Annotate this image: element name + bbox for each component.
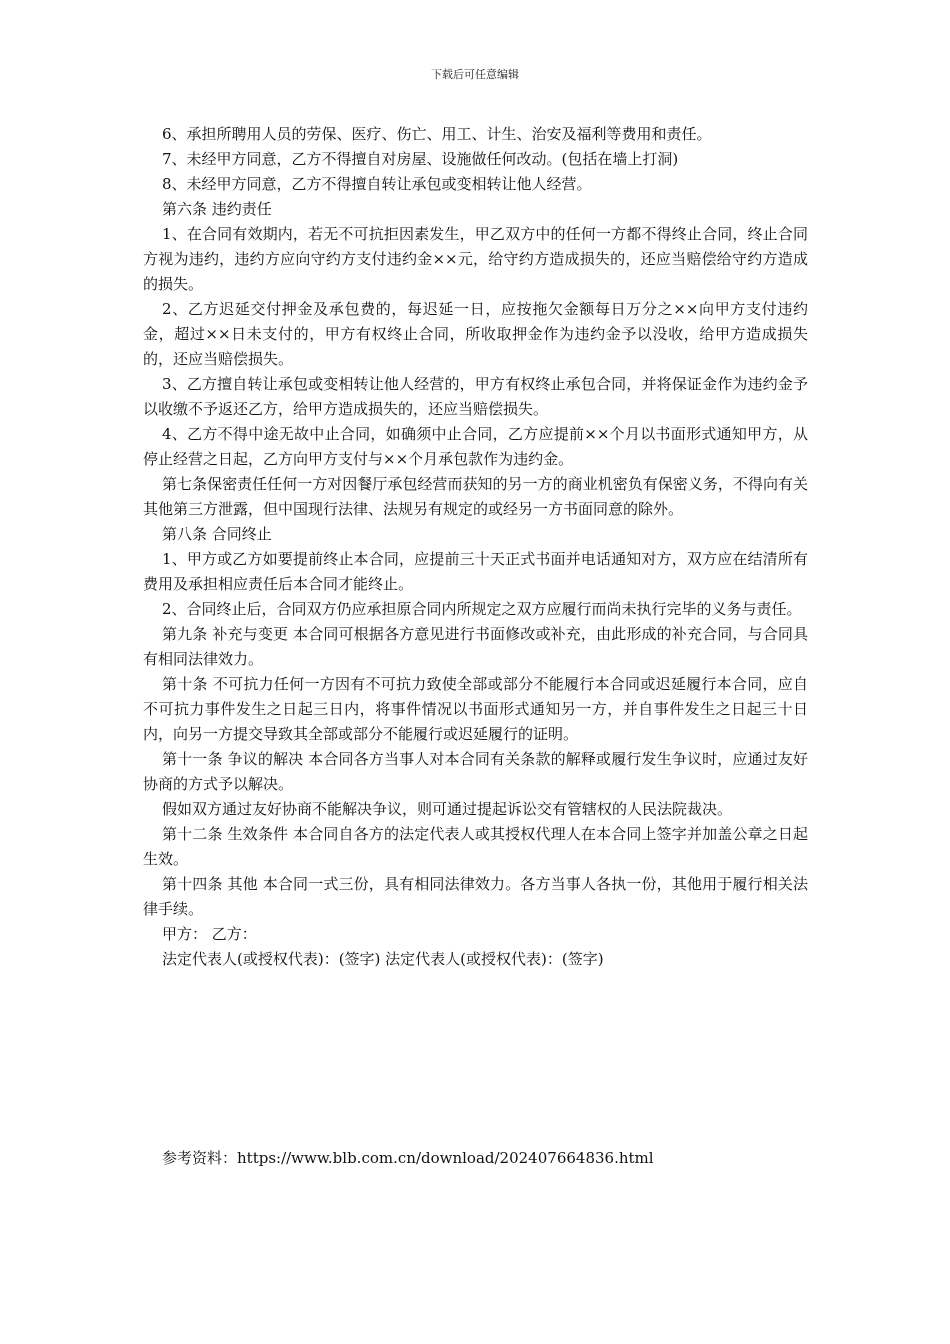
- clause-paragraph: 第十四条 其他 本合同一式三份，具有相同法律效力。各方当事人各执一份，其他用于履行相关法律手续。: [143, 875, 808, 918]
- reference-link-text: 参考资料：https://www.blb.com.cn/download/202407664836.html: [162, 1149, 654, 1167]
- signature-line: 法定代表人(或授权代表)：(签字) 法定代表人(或授权代表)：(签字): [162, 950, 604, 968]
- page-header-note: 下载后可任意编辑: [431, 68, 519, 81]
- clause-paragraph: 6、承担所聘用人员的劳保、医疗、伤亡、用工、计生、治安及福利等费用和责任。: [162, 125, 712, 143]
- clause-paragraph: 第九条 补充与变更 本合同可根据各方意见进行书面修改或补充，由此形成的补充合同，与合同具有相同法律效力。: [143, 625, 808, 668]
- clause-paragraph: 假如双方通过友好协商不能解决争议，则可通过提起诉讼交有管辖权的人民法院裁决。: [162, 800, 733, 818]
- clause-paragraph: 2、合同终止后，合同双方仍应承担原合同内所规定之双方应履行而尚未执行完毕的义务与责任。: [162, 600, 802, 618]
- clause-paragraph: 第十条 不可抗力任何一方因有不可抗力致使全部或部分不能履行本合同或迟延履行本合同，应自不可抗力事件发生之日起三日内，将事件情况以书面形式通知另一方，并自事件发生之日起三十日内，向另一方提交导致其全部或部分不能履行或迟延履行的证明。: [143, 675, 808, 743]
- party-names-line: 甲方： 乙方：: [162, 925, 257, 943]
- clause-paragraph: 7、未经甲方同意，乙方不得擅自对房屋、设施做任何改动。(包括在墙上打洞): [162, 150, 679, 168]
- clause-paragraph: 1、甲方或乙方如要提前终止本合同，应提前三十天正式书面并电话通知对方，双方应在结清所有费用及承担相应责任后本合同才能终止。: [143, 550, 808, 593]
- section-heading: 第八条 合同终止: [162, 525, 272, 543]
- clause-paragraph: 1、在合同有效期内，若无不可抗拒因素发生，甲乙双方中的任何一方都不得终止合同，终止合同方视为违约，违约方应向守约方支付违约金××元，给守约方造成损失的，还应当赔偿给守约方造成的损失。: [143, 225, 808, 293]
- clause-paragraph: 第七条保密责任任何一方对因餐厅承包经营而获知的另一方的商业机密负有保密义务，不得向有关其他第三方泄露，但中国现行法律、法规另有规定的或经另一方书面同意的除外。: [143, 475, 808, 518]
- document-body: [143, 122, 808, 972]
- clause-paragraph: 4、乙方不得中途无故中止合同，如确须中止合同，乙方应提前××个月以书面形式通知甲方，从停止经营之日起，乙方向甲方支付与××个月承包款作为违约金。: [143, 425, 808, 468]
- clause-paragraph: 第十二条 生效条件 本合同自各方的法定代表人或其授权代理人在本合同上签字并加盖公章之日起生效。: [143, 825, 808, 868]
- clause-paragraph: 8、未经甲方同意，乙方不得擅自转让承包或变相转让他人经营。: [162, 175, 592, 193]
- clause-paragraph: 第十一条 争议的解决 本合同各方当事人对本合同有关条款的解释或履行发生争议时，应通过友好协商的方式予以解决。: [143, 750, 808, 793]
- clause-paragraph: 2、乙方迟延交付押金及承包费的，每迟延一日，应按拖欠金额每日万分之××向甲方支付违约金，超过××日未支付的，甲方有权终止合同，所收取押金作为违约金予以没收，给甲方造成损失的，还应当赔偿损失。: [143, 300, 808, 368]
- clause-paragraph: 3、乙方擅自转让承包或变相转让他人经营的，甲方有权终止承包合同，并将保证金作为违约金予以收缴不予返还乙方，给甲方造成损失的，还应当赔偿损失。: [143, 375, 808, 418]
- section-heading: 第六条 违约责任: [162, 200, 272, 218]
